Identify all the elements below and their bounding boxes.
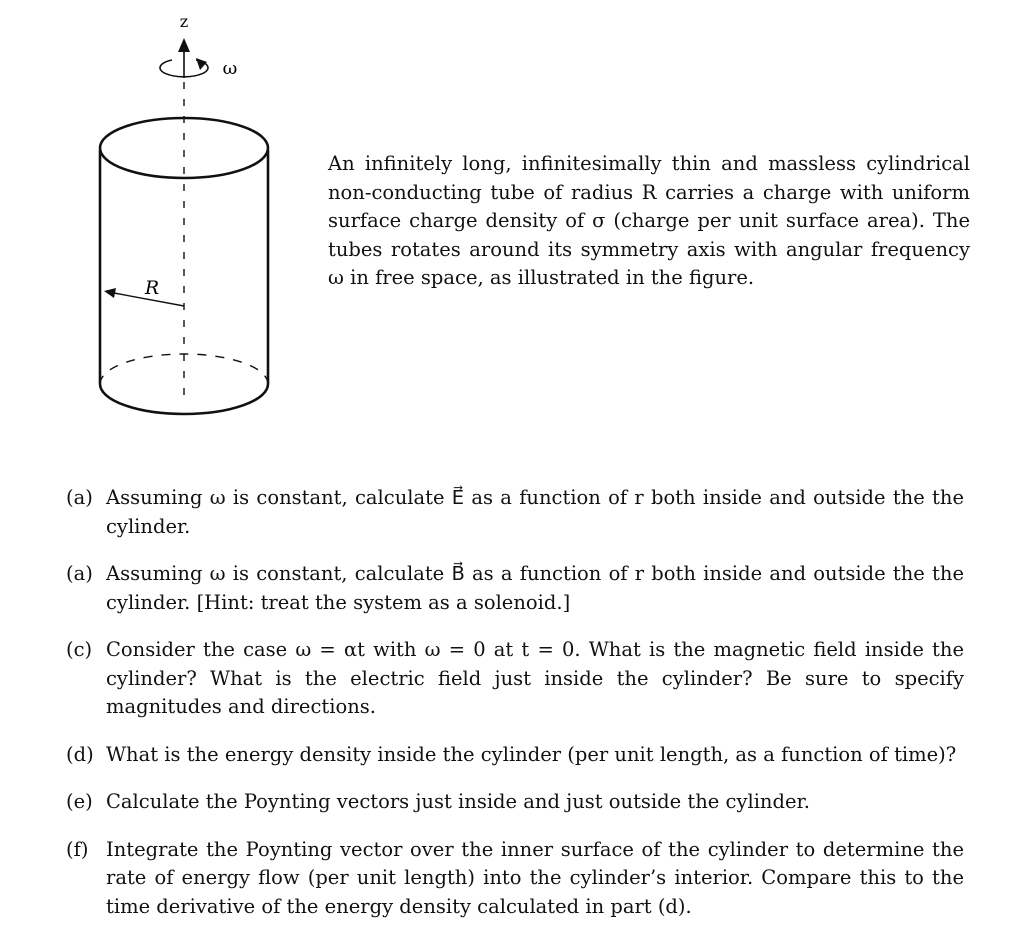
part-a-electric xyxy=(66,484,964,541)
part-text: Calculate the Poynting vectors just inside and just outside the cylinder. xyxy=(106,790,810,813)
part-f xyxy=(66,836,964,922)
part-label: (c) xyxy=(66,638,93,661)
cylinder-figure xyxy=(80,0,300,440)
part-text: Assuming ω is constant, calculate E⃗ as a function of r both inside and outside the the cylinder. xyxy=(106,486,964,538)
part-label: (d) xyxy=(66,742,94,766)
part-text: Integrate the Poynting vector over the inner surface of the cylinder to determine the rate of energy flow (per unit length) into the cylinder’s interior. Compare this to the time derivative of the energy density calculated in part (d). xyxy=(106,837,964,918)
radius-label: R xyxy=(144,277,160,299)
cylinder-diagram xyxy=(80,0,300,440)
part-text: Assuming ω is constant, calculate B⃗ as a function of r both inside and outside the the cylinder. [Hint: treat the system as a solenoid.] xyxy=(106,562,964,614)
part-label: (f) xyxy=(66,837,89,861)
part-a-magnetic xyxy=(66,560,964,617)
part-label: (a) xyxy=(66,486,93,509)
omega-label: ω xyxy=(222,58,238,79)
part-d xyxy=(66,741,964,770)
radius-arrowhead xyxy=(104,288,116,298)
part-text: Consider the case ω = αt with ω = 0 at t = 0. What is the magnetic field inside the cylinder? What is the electric field just inside the cylinder? Be sure to specify magnitudes and directions. xyxy=(106,638,964,718)
z-axis-arrowhead xyxy=(178,38,190,52)
problem-intro: An infinitely long, infinitesimally thin and massless cylindrical non-conducting tube of radius R carries a charge with uniform surface charge density of σ (charge per unit surface area). The tubes rotates around its symmetry axis with angular frequency ω in free space, as illustrated in the figure. xyxy=(328,152,970,289)
part-label: (a) xyxy=(66,562,93,585)
part-text: What is the energy density inside the cylinder (per unit length, as a function of time)? xyxy=(106,742,957,766)
part-e xyxy=(66,788,964,817)
part-label: (e) xyxy=(66,790,93,813)
problem-parts xyxy=(66,484,964,940)
z-axis-label: z xyxy=(179,12,189,31)
part-c xyxy=(66,636,964,722)
